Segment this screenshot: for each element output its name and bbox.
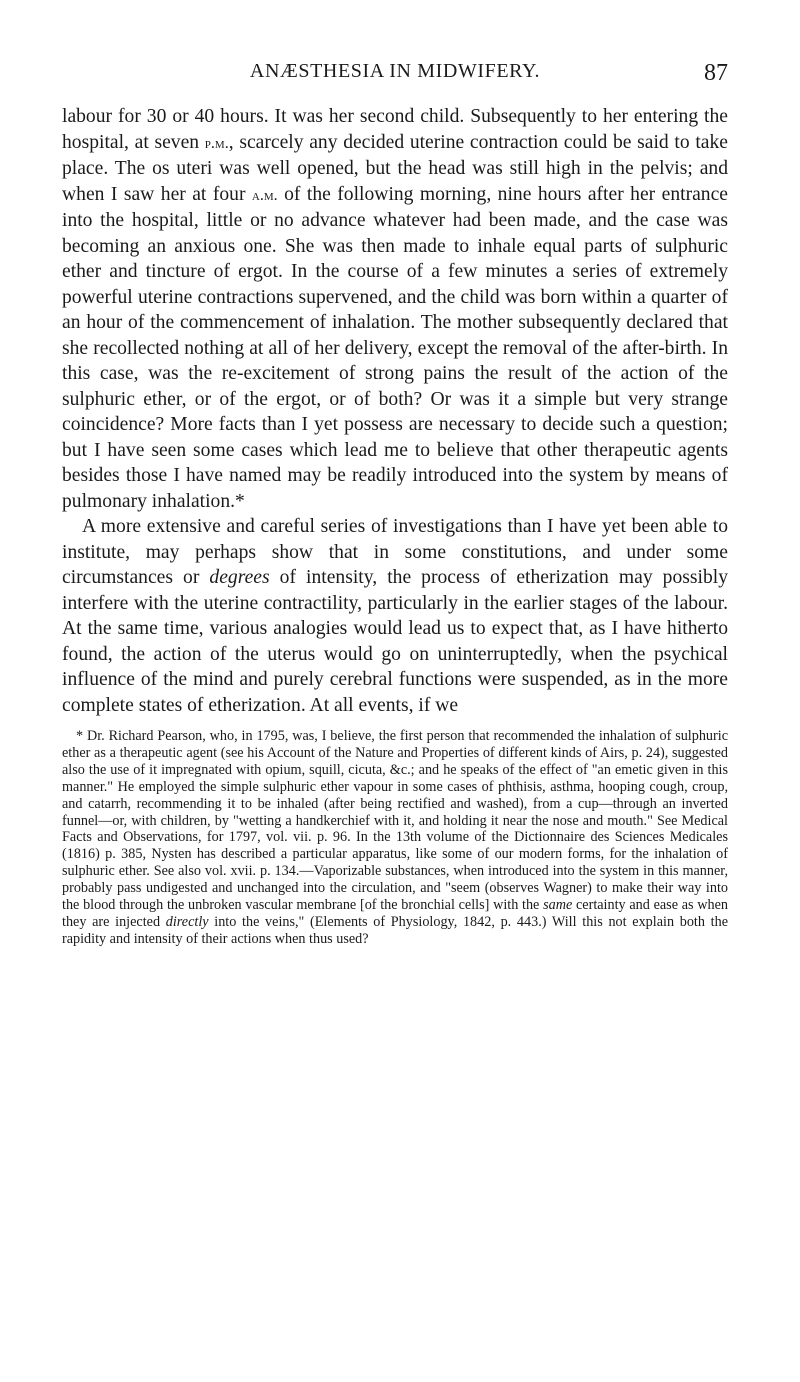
footnote-paragraph — [62, 728, 728, 948]
paragraph-2-text-b: of intensity, the process of etherization may possibly interfere with the uterine contractility, particularly in the earlier stages of the labour. At the same time, various analogies would lead us to expect that, as I have hitherto found, the action of the uterus would go on uninterruptedly, when the psychical influence of the mind and purely cerebral functions were suspended, as in the more complete states of etherization. At all events, if we — [62, 567, 728, 716]
footnote-text-c: into the veins," (Elements of Physiology, 1842, p. 443.) Will this not explain both the rapidity and intensity of their actions when thus used? — [62, 913, 728, 947]
body-text — [62, 104, 728, 718]
page-number: 87 — [704, 60, 728, 86]
footnote — [62, 728, 728, 948]
emphasis-same: same — [543, 897, 573, 914]
paragraph-1 — [62, 104, 728, 514]
paragraph-1-text-a: labour for 30 or 40 hours. It was her second child. Subsequently to her entering the hospital, at seven — [62, 106, 728, 153]
am-abbrev: a.m. — [251, 186, 278, 204]
footnote-text-b: certainty and ease as when they are injected — [62, 897, 728, 930]
book-page — [62, 60, 728, 948]
paragraph-1-text-b: , scarcely any decided uterine contraction could be said to take place. The os uteri was well opened, but the head was still high in the pelvis; and when I saw her at four — [62, 131, 728, 205]
running-head — [62, 60, 728, 96]
running-head-title: ANÆSTHESIA IN MIDWIFERY. — [249, 60, 541, 82]
paragraph-1-text-c: of the following morning, nine hours after her entrance into the hospital, little or no advance whatever had been made, and the case was becoming an anxious one. She was then made to inhale equal parts of sulphuric ether and tincture of ergot. In the course of a few minutes a series of extremely powerful uterine contractions supervened, and the child was born within a quarter of an hour of the commencement of inhalation. The mother subsequently declared that she recollected nothing at all of her delivery, except the removal of the after-birth. In this case, was the re-excitement of strong pains the result of the action of the sulphuric ether, or of the ergot, or of both? Or was it a simple but very strange coincidence? More facts than I yet possess are necessary to decide such a question; but I have seen some cases which lead me to believe that other therapeutic agents besides those I have named may be readily introduced into the system by means of pulmonary inhalation.* — [62, 183, 728, 512]
paragraph-2 — [62, 514, 728, 718]
pm-abbrev: p.m. — [204, 134, 229, 152]
paragraph-2-text-a: A more extensive and careful series of investigations than I have yet been able to institute, may perhaps show that in some constitutions, and under some circumstances or — [62, 516, 728, 588]
emphasis-degrees: degrees — [209, 567, 270, 588]
emphasis-directly: directly — [165, 913, 209, 930]
footnote-text-a: * Dr. Richard Pearson, who, in 1795, was, I believe, the first person that recommended the inhalation of sulphuric ether as a therapeutic agent (see his Account of the Nature and Properties of different kinds of Airs, p. 24), suggested also the use of it impregnated with opium, squill, cicuta, &c.; and he speaks of the effect of "an emetic given in this manner." He employed the simple sulphuric ether vapour in some cases of phthisis, asthma, hooping cough, croup, and catarrh, recommending it to be inhaled (after being rectified and washed), from a cup—through an inverted funnel—or, with children, by "wetting a handkerchief with it, and holding it near the nose and mouth." See Medical Facts and Observations, for 1797, vol. vii. p. 96. In the 13th volume of the Dictionnaire des Sciences Medicales (1816) p. 385, Nysten has described a particular apparatus, like some of our modern forms, for the inhalation of sulphuric ether. See also vol. xvii. p. 134.—Vaporizable substances, when introduced into the system in this manner, probably pass undigested and unchanged into the circulation, and "seem (observes Wagner) to make their way into the blood through the unbroken vascular membrane [of the bronchial cells] with the — [62, 728, 728, 914]
